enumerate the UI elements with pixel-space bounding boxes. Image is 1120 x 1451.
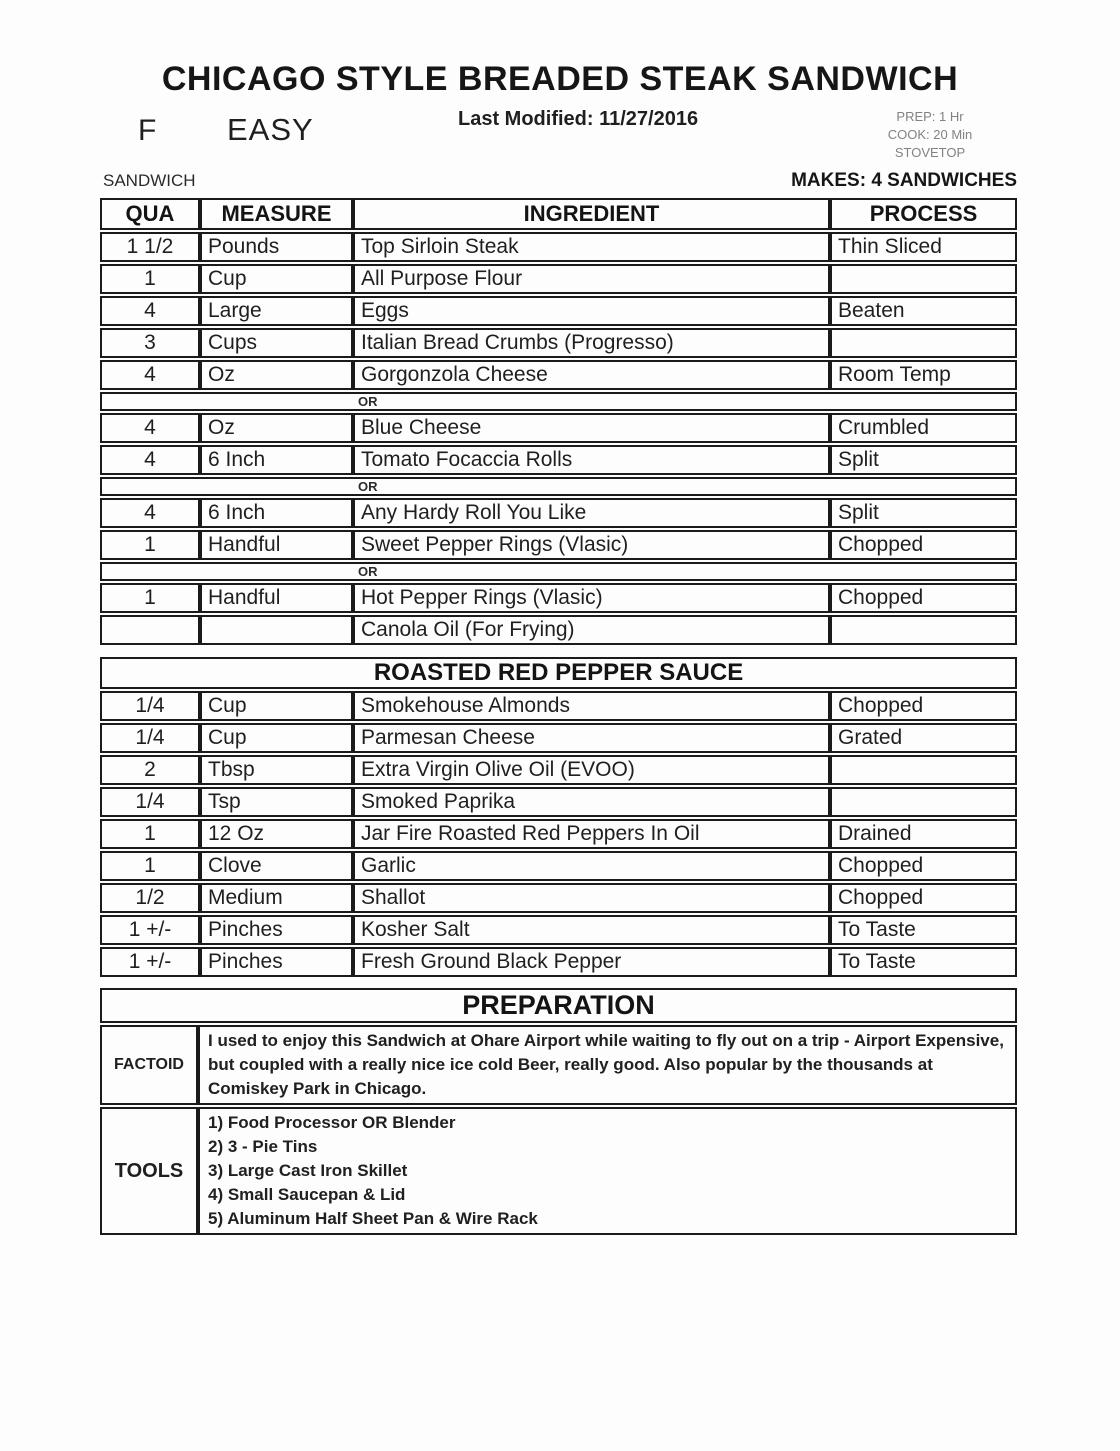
process-cell: [830, 615, 1017, 645]
ingredient-cell: Parmesan Cheese: [353, 723, 830, 753]
ingredient-row: [100, 947, 1017, 977]
process-cell: [830, 264, 1017, 294]
process-cell: Split: [830, 445, 1017, 475]
process-cell: Grated: [830, 723, 1017, 753]
measure-cell: Pounds: [200, 232, 353, 262]
sauce-section-title: ROASTED RED PEPPER SAUCE: [100, 657, 1017, 689]
ingredient-cell: Gorgonzola Cheese: [353, 360, 830, 390]
ingredient-row: [100, 296, 1017, 326]
ingredient-row: [100, 264, 1017, 294]
ingredient-row: [100, 723, 1017, 753]
ingredient-row: [100, 530, 1017, 560]
ingredient-cell: Eggs: [353, 296, 830, 326]
quantity-cell: 1/2: [100, 883, 200, 913]
timing-block: [856, 108, 1004, 162]
preparation-table: [100, 986, 1017, 1237]
quantity-cell: 1 +/-: [100, 915, 200, 945]
quantity-cell: 2: [100, 755, 200, 785]
measure-cell: Oz: [200, 413, 353, 443]
measure-cell: Tsp: [200, 787, 353, 817]
process-cell: To Taste: [830, 915, 1017, 945]
measure-cell: Cup: [200, 723, 353, 753]
difficulty-label: EASY: [227, 112, 314, 147]
ingredient-row: [100, 787, 1017, 817]
ingredient-row: [100, 915, 1017, 945]
factoid-row: [100, 1025, 1017, 1105]
last-modified: Last Modified: 11/27/2016: [458, 108, 699, 130]
ingredient-row: [100, 691, 1017, 721]
sauce-table: [100, 655, 1017, 979]
process-cell: Crumbled: [830, 413, 1017, 443]
ingredient-cell: Smokehouse Almonds: [353, 691, 830, 721]
process-cell: [830, 787, 1017, 817]
tool-item: 1) Food Processor OR Blender: [208, 1113, 456, 1132]
quantity-cell: 4: [100, 498, 200, 528]
ingredient-row: [100, 819, 1017, 849]
ingredient-cell: Garlic: [353, 851, 830, 881]
quantity-cell: [100, 615, 200, 645]
measure-cell: 6 Inch: [200, 498, 353, 528]
or-label: OR: [100, 477, 1017, 496]
ingredient-cell: Fresh Ground Black Pepper: [353, 947, 830, 977]
quantity-cell: 1: [100, 583, 200, 613]
tool-item: 3) Large Cast Iron Skillet: [208, 1161, 408, 1180]
process-cell: Room Temp: [830, 360, 1017, 390]
column-header: QUA: [100, 198, 200, 230]
measure-cell: Handful: [200, 583, 353, 613]
measure-cell: Pinches: [200, 947, 353, 977]
measure-cell: Cups: [200, 328, 353, 358]
quantity-cell: 1: [100, 530, 200, 560]
ingredient-cell: Smoked Paprika: [353, 787, 830, 817]
ingredients-table: [100, 196, 1017, 647]
factoid-label: FACTOID: [100, 1025, 198, 1105]
quantity-cell: 1: [100, 264, 200, 294]
or-divider-row: [100, 562, 1017, 581]
ingredient-cell: Kosher Salt: [353, 915, 830, 945]
factoid-text: I used to enjoy this Sandwich at Ohare Airport while waiting to fly out on a trip - Airport Expensive, but coupled with a really nice ice cold Beer, really good. Also popular by the thousands at Comiskey Park in Chicago.: [198, 1025, 1017, 1105]
ingredients-header-row: [100, 198, 1017, 230]
measure-cell: Handful: [200, 530, 353, 560]
makes-label: MAKES: 4 SANDWICHES: [791, 170, 1017, 191]
process-cell: Chopped: [830, 691, 1017, 721]
quantity-cell: 1/4: [100, 723, 200, 753]
quantity-cell: 1/4: [100, 691, 200, 721]
ingredient-cell: Blue Cheese: [353, 413, 830, 443]
ingredient-row: [100, 615, 1017, 645]
tool-item: 2) 3 - Pie Tins: [208, 1137, 318, 1156]
or-label: OR: [100, 562, 1017, 581]
ingredient-row: [100, 583, 1017, 613]
ingredient-row: [100, 328, 1017, 358]
measure-cell: Medium: [200, 883, 353, 913]
ingredient-cell: Top Sirloin Steak: [353, 232, 830, 262]
ingredient-cell: Sweet Pepper Rings (Vlasic): [353, 530, 830, 560]
quantity-cell: 1/4: [100, 787, 200, 817]
ingredient-cell: All Purpose Flour: [353, 264, 830, 294]
measure-cell: Clove: [200, 851, 353, 881]
process-cell: Thin Sliced: [830, 232, 1017, 262]
quantity-cell: 4: [100, 445, 200, 475]
quantity-cell: 4: [100, 413, 200, 443]
category-label: SANDWICH: [103, 171, 196, 190]
process-cell: Drained: [830, 819, 1017, 849]
ingredient-row: [100, 851, 1017, 881]
measure-cell: 12 Oz: [200, 819, 353, 849]
tools-label: TOOLS: [100, 1107, 198, 1235]
tool-item: 5) Aluminum Half Sheet Pan & Wire Rack: [208, 1209, 538, 1228]
process-cell: Split: [830, 498, 1017, 528]
process-cell: Beaten: [830, 296, 1017, 326]
ingredient-cell: Any Hardy Roll You Like: [353, 498, 830, 528]
process-cell: Chopped: [830, 530, 1017, 560]
quantity-cell: 4: [100, 360, 200, 390]
prep-time: PREP: 1 Hr: [896, 109, 964, 124]
ingredient-row: [100, 883, 1017, 913]
ingredient-cell: Jar Fire Roasted Red Peppers In Oil: [353, 819, 830, 849]
page-title: CHICAGO STYLE BREADED STEAK SANDWICH: [161, 60, 959, 98]
ingredient-cell: Italian Bread Crumbs (Progresso): [353, 328, 830, 358]
ingredient-cell: Extra Virgin Olive Oil (EVOO): [353, 755, 830, 785]
grade-letter: F: [138, 114, 157, 147]
ingredient-row: [100, 232, 1017, 262]
process-cell: Chopped: [830, 583, 1017, 613]
column-header: PROCESS: [830, 198, 1017, 230]
process-cell: Chopped: [830, 883, 1017, 913]
process-cell: [830, 755, 1017, 785]
tools-row: [100, 1107, 1017, 1235]
quantity-cell: 1 1/2: [100, 232, 200, 262]
quantity-cell: 3: [100, 328, 200, 358]
measure-cell: Cup: [200, 691, 353, 721]
ingredient-row: [100, 413, 1017, 443]
quantity-cell: 1 +/-: [100, 947, 200, 977]
measure-cell: Cup: [200, 264, 353, 294]
process-cell: Chopped: [830, 851, 1017, 881]
ingredient-cell: Hot Pepper Rings (Vlasic): [353, 583, 830, 613]
ingredient-cell: Tomato Focaccia Rolls: [353, 445, 830, 475]
or-label: OR: [100, 392, 1017, 411]
measure-cell: 6 Inch: [200, 445, 353, 475]
measure-cell: Large: [200, 296, 353, 326]
measure-cell: Pinches: [200, 915, 353, 945]
tool-item: 4) Small Saucepan & Lid: [208, 1185, 406, 1204]
sauce-title-row: [100, 657, 1017, 689]
tools-list: [198, 1107, 1017, 1235]
ingredient-cell: Shallot: [353, 883, 830, 913]
measure-cell: Oz: [200, 360, 353, 390]
tables-area: [100, 196, 1017, 1237]
quantity-cell: 4: [100, 296, 200, 326]
ingredient-row: [100, 498, 1017, 528]
process-cell: [830, 328, 1017, 358]
cook-time: COOK: 20 Min: [887, 127, 973, 142]
or-divider-row: [100, 392, 1017, 411]
column-header: MEASURE: [200, 198, 353, 230]
column-header: INGREDIENT: [353, 198, 830, 230]
preparation-title: PREPARATION: [100, 988, 1017, 1023]
measure-cell: [200, 615, 353, 645]
quantity-cell: 1: [100, 851, 200, 881]
ingredient-row: [100, 755, 1017, 785]
measure-cell: Tbsp: [200, 755, 353, 785]
preparation-title-row: [100, 988, 1017, 1023]
ingredient-row: [100, 360, 1017, 390]
cook-method: STOVETOP: [894, 145, 966, 160]
ingredient-row: [100, 445, 1017, 475]
process-cell: To Taste: [830, 947, 1017, 977]
ingredient-cell: Canola Oil (For Frying): [353, 615, 830, 645]
quantity-cell: 1: [100, 819, 200, 849]
or-divider-row: [100, 477, 1017, 496]
